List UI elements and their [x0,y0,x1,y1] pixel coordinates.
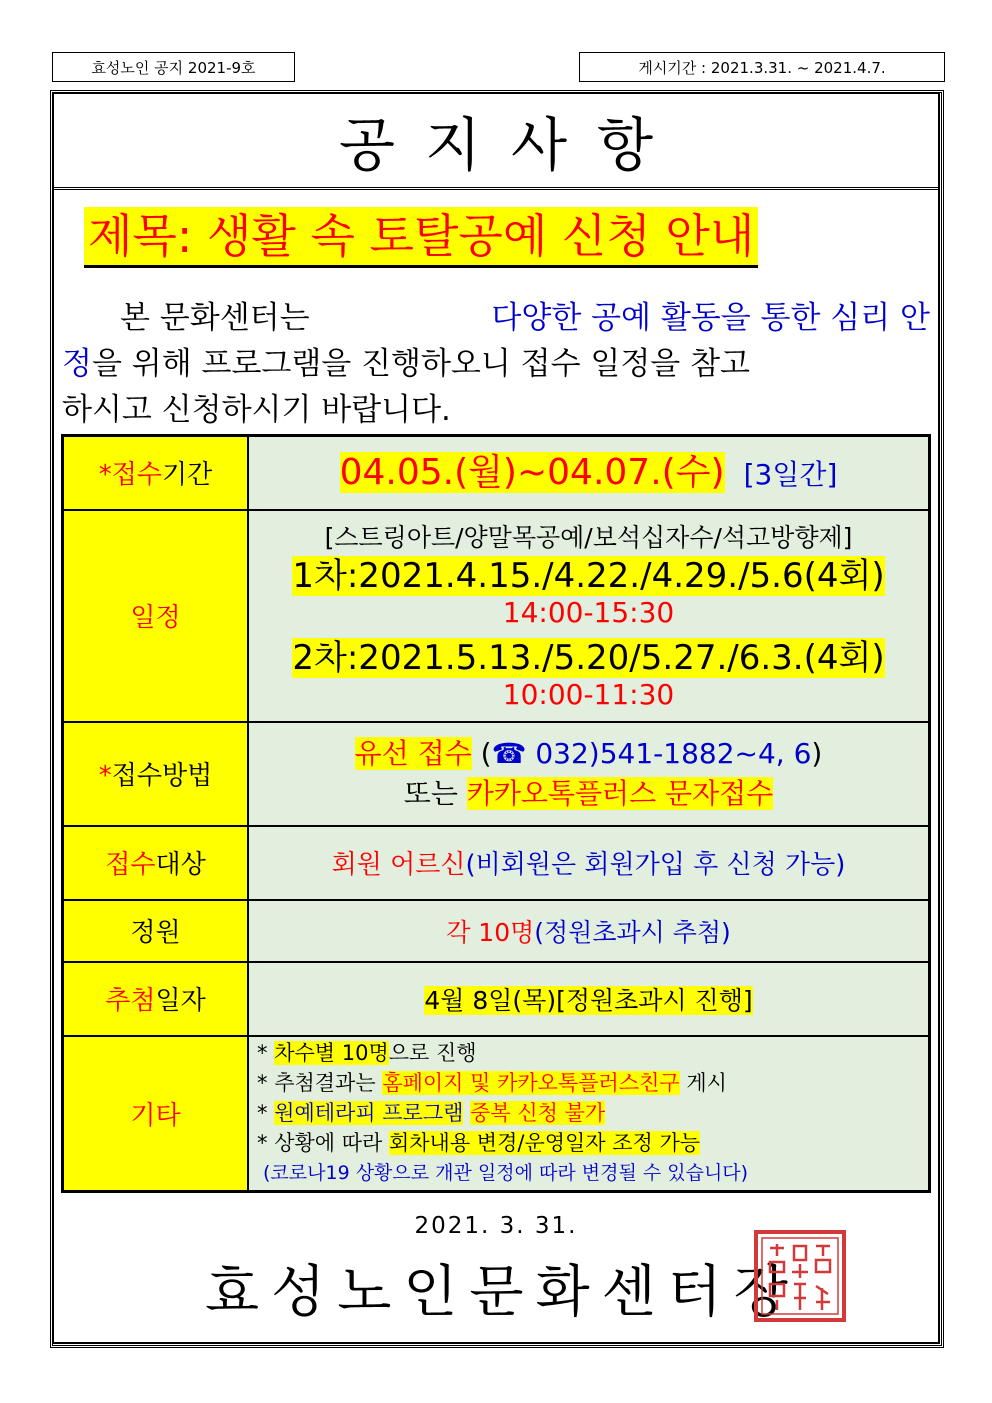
kakao-application: 카카오톡플러스 문자접수 [466,776,774,810]
highlight: 중복 신청 불가 [470,1101,606,1126]
notice-number-box [52,52,295,82]
organization-name: 효성노인문화센터장 [205,1260,800,1325]
phone-close: ) [811,736,823,770]
label-draw [63,962,249,1036]
posting-period: 게시기간 : 2021.3.31. ~ 2021.4.7. [638,59,886,77]
period-dates: 04.05.(월)~04.07.(수) [339,451,725,493]
label-text: 접수방법 [111,761,213,791]
label-method [63,722,249,826]
period-days: [3일간] [743,457,838,491]
bullet: * [257,1131,268,1156]
label-capacity: 정원 [63,900,249,962]
row-target [63,826,930,900]
bullet: * [257,1101,268,1126]
label-rest: 일자 [155,986,206,1016]
row-capacity [63,900,930,962]
value-schedule [248,510,930,722]
etc-item-5: (코로나19 상황으로 개관 일정에 따라 변경될 수 있습니다) [263,1162,749,1185]
etc-item-4 [257,1128,928,1158]
text: 게시 [686,1071,727,1096]
bullet: * [257,1041,268,1066]
session-1-time: 14:00-15:30 [502,595,675,629]
target-note: (비회원은 회원가입 후 신청 가능) [465,850,846,880]
session-2-dates: 2차:2021.5.13./5.20/5.27./6.3.(4회) [292,637,885,678]
intro-line-2 [62,341,930,387]
notice-number: 효성노인 공지 2021-9호 [91,59,256,77]
value-method [248,722,930,826]
capacity-each: 각 10명 [446,917,535,947]
row-method [63,722,930,826]
label-schedule: 일정 [63,510,249,722]
etc-item-3 [257,1098,928,1128]
label-star: * [98,761,112,791]
highlight: 홈페이지 및 카카오톡플러스친구 [382,1071,680,1096]
label-red: 추첨 [105,986,156,1016]
official-seal-icon [752,1228,848,1324]
intro-line-1 [62,295,930,341]
label-rest: 기간 [162,460,213,491]
row-schedule [63,510,930,722]
session-2-time: 10:00-11:30 [502,677,675,711]
label-etc: 기타 [63,1036,249,1192]
intro-paragraph [62,295,930,433]
or-text: 또는 [403,776,458,810]
posting-period-box [579,52,945,82]
issue-date: 2021. 3. 31. [414,1213,578,1239]
text: 으로 진행 [388,1041,477,1066]
row-draw [63,962,930,1036]
label-red: 접수 [105,850,156,880]
value-capacity [248,900,930,962]
label-star: * [98,460,112,491]
etc-item-1 [257,1038,928,1068]
intro-l1-b: 다양한 공예 활동을 통한 심리 안 [491,300,930,336]
label-red: 접수 [111,460,162,491]
program-list: [스트링아트/양말목공예/보석십자수/석고방향제] [324,522,853,552]
row-etc [63,1036,930,1192]
label-period [63,436,249,510]
value-etc [248,1036,930,1192]
subject-heading: 제목: 생활 속 토탈공예 신청 안내 [84,207,758,268]
text: 상황에 따라 [274,1131,383,1156]
title-box [52,92,940,190]
value-period [248,436,930,510]
row-period [63,436,930,510]
bullet: * [257,1071,268,1096]
target-members: 회원 어르신 [331,850,466,880]
session-1-dates: 1차:2021.4.15./4.22./4.29./5.6(4회) [292,555,885,596]
label-rest: 대상 [155,850,206,880]
text: 추첨결과는 [274,1071,376,1096]
draw-date: 4월 8일(목)[정원초과시 진행] [424,985,753,1015]
intro-l1-a: 본 문화센터는 [120,300,310,336]
info-table [61,434,931,1193]
intro-l2-a: 정 [62,346,92,382]
intro-l2-b: 을 위해 프로그램을 진행하오니 접수 일정을 참고 [91,346,750,382]
wired-application: 유선 접수 [354,736,472,770]
phone-open: ( [480,736,492,770]
etc-item-2 [257,1068,928,1098]
capacity-note: (정원초과시 추첨) [534,917,731,947]
intro-line-3: 하시고 신청하시기 바랍니다. [62,392,451,428]
phone-number: ☎ 032)541-1882~4, 6 [491,736,812,770]
highlight: 원예테라피 프로그램 [274,1101,464,1126]
value-draw [248,962,930,1036]
highlight: 차수별 10명 [274,1041,389,1066]
page-title: 공지사항 [338,110,684,179]
value-target [248,826,930,900]
label-target [63,826,249,900]
highlight: 회차내용 변경/운영일자 조정 가능 [388,1131,701,1156]
